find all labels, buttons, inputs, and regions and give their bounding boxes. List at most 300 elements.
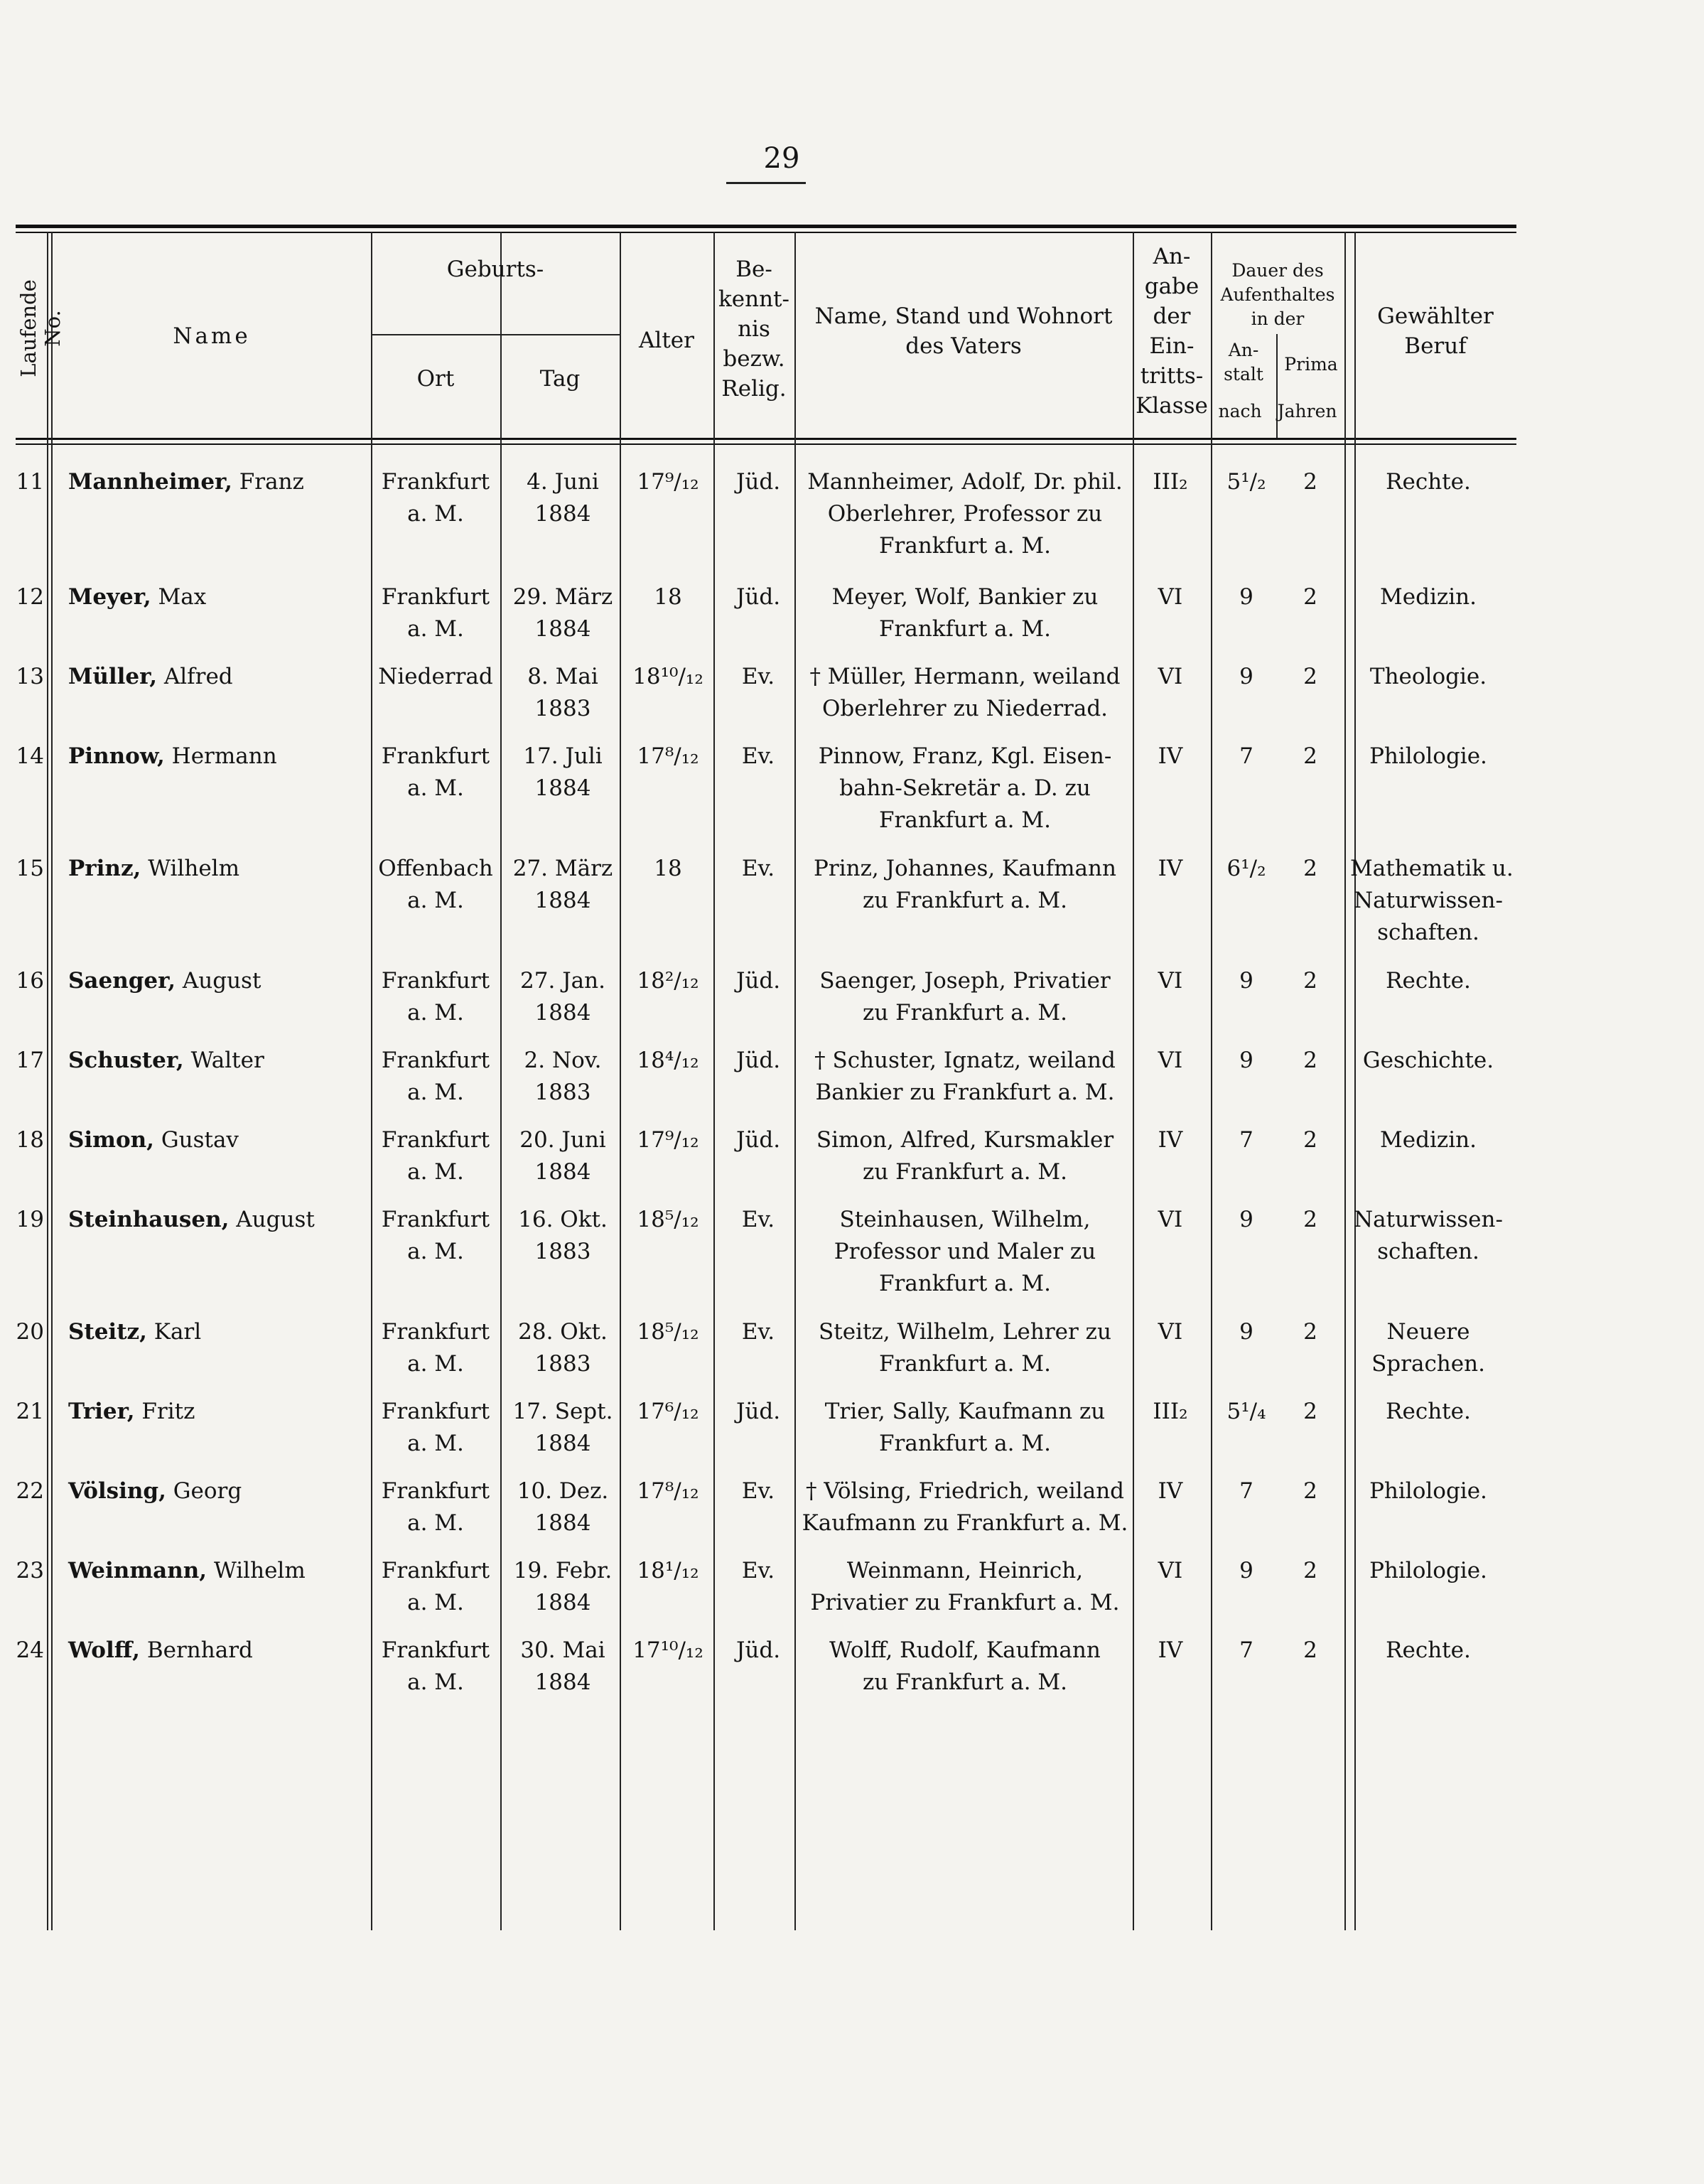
age <box>622 466 713 498</box>
table-row <box>0 466 1704 559</box>
birth-place-line: a. M. <box>407 1080 464 1105</box>
chosen-profession <box>1350 853 1514 949</box>
religion <box>719 1316 797 1348</box>
birth-date-line: 16. Okt. <box>518 1207 608 1232</box>
student-surname: Steitz, <box>68 1319 147 1345</box>
birth-date-line: 19. Febr. <box>513 1558 613 1583</box>
father-info <box>802 1555 1128 1619</box>
father-info-line: Meyer, Wolf, Bankier zu <box>831 584 1099 610</box>
birth-date-line: 8. Mai <box>527 664 598 689</box>
birth-date-line: 20. Juni <box>519 1127 606 1153</box>
entry-class <box>1137 1204 1204 1236</box>
entry-class-text: VI <box>1158 1207 1183 1232</box>
birth-date-line: 1883 <box>534 1080 591 1105</box>
row-number-text: 15 <box>16 856 44 881</box>
father-info-line: Frankfurt a. M. <box>879 1351 1051 1377</box>
birth-date <box>506 1475 620 1539</box>
years-in-prima-text: 2 <box>1303 1319 1317 1345</box>
father-info-line: Frankfurt a. M. <box>879 807 1051 833</box>
chosen-profession-line: schaften. <box>1377 1239 1479 1264</box>
age-text: 17⁹/₁₂ <box>637 469 699 495</box>
birth-place <box>375 581 496 645</box>
student-given-name: Gustav <box>161 1127 239 1153</box>
religion <box>719 466 797 498</box>
header-bekenntnis-line: nis <box>738 316 770 342</box>
chosen-profession <box>1350 741 1506 773</box>
chosen-profession <box>1350 1555 1506 1587</box>
entry-class <box>1137 853 1204 885</box>
years-in-prima <box>1280 1475 1340 1507</box>
age-text: 18¹⁰/₁₂ <box>632 664 703 689</box>
row-number-text: 23 <box>16 1558 44 1583</box>
years-in-prima-text: 2 <box>1303 584 1317 610</box>
row-number-text: 20 <box>16 1319 44 1345</box>
birth-date <box>506 1204 620 1268</box>
student-name <box>68 1555 367 1587</box>
age-text: 18⁵/₁₂ <box>637 1207 699 1232</box>
entry-class <box>1137 1475 1204 1507</box>
years-in-prima-text: 2 <box>1303 743 1317 769</box>
chosen-profession <box>1350 1124 1506 1156</box>
header-klasse-line: gabe <box>1144 274 1199 299</box>
birth-date-line: 4. Juni <box>527 469 599 495</box>
header-bekenntnis-line: kennt- <box>718 286 789 312</box>
religion-text: Ev. <box>741 1319 775 1345</box>
years-in-prima-text: 2 <box>1303 1127 1317 1153</box>
header-vater-line: des Vaters <box>905 333 1022 359</box>
birth-date <box>506 853 620 917</box>
birth-place-line: a. M. <box>407 775 464 801</box>
student-surname: Völsing, <box>68 1478 166 1504</box>
years-in-school <box>1217 466 1276 498</box>
years-in-school <box>1217 1635 1276 1667</box>
years-in-school <box>1217 741 1276 773</box>
birth-date <box>506 1124 620 1188</box>
years-in-school-text: 7 <box>1239 1637 1253 1663</box>
header-dauer-line: Dauer des <box>1231 260 1324 281</box>
row-number <box>7 581 44 613</box>
years-in-school-text: 7 <box>1239 1127 1253 1153</box>
table-row <box>0 1475 1704 1555</box>
header-klasse-line: tritts- <box>1140 363 1204 389</box>
header-name: Name <box>173 323 251 349</box>
entry-class-text: IV <box>1158 856 1183 881</box>
birth-place-line: a. M. <box>407 1590 464 1615</box>
years-in-school <box>1217 1555 1276 1587</box>
table-row <box>0 1204 1704 1296</box>
row-number <box>7 1316 44 1348</box>
father-info <box>802 466 1128 562</box>
chosen-profession-line: Medizin. <box>1380 1127 1477 1153</box>
birth-date-line: 1883 <box>534 696 591 721</box>
header-jahren: Jahren <box>1277 401 1337 421</box>
birth-date-line: 1883 <box>534 1351 591 1377</box>
years-in-school <box>1217 1316 1276 1348</box>
header-dauer-line: Aufenthaltes <box>1220 284 1335 305</box>
student-name <box>68 466 367 498</box>
father-info-line: Steinhausen, Wilhelm, <box>839 1207 1091 1232</box>
age-text: 17⁸/₁₂ <box>637 1478 699 1504</box>
row-number-text: 14 <box>16 743 44 769</box>
father-info <box>802 741 1128 837</box>
age <box>622 1124 713 1156</box>
father-info-line: Steitz, Wilhelm, Lehrer zu <box>819 1319 1111 1345</box>
years-in-school-text: 9 <box>1239 968 1253 994</box>
entry-class-text: VI <box>1158 664 1183 689</box>
religion <box>719 965 797 997</box>
birth-date <box>506 466 620 530</box>
years-in-prima <box>1280 1316 1340 1348</box>
header-klasse-line: Klasse <box>1136 393 1208 419</box>
father-info-line: Frankfurt a. M. <box>879 1271 1051 1296</box>
student-name <box>68 1635 367 1667</box>
birth-place-line: Frankfurt <box>381 1399 490 1424</box>
entry-class-text: VI <box>1158 1558 1183 1583</box>
header-prima: Prima <box>1284 354 1338 375</box>
birth-place <box>375 1555 496 1619</box>
years-in-prima-text: 2 <box>1303 1048 1317 1073</box>
father-info-line: zu Frankfurt a. M. <box>862 1669 1068 1695</box>
years-in-prima-text: 2 <box>1303 1637 1317 1663</box>
chosen-profession-line: Rechte. <box>1386 1399 1471 1424</box>
father-info-line: Simon, Alfred, Kursmakler <box>816 1127 1114 1153</box>
age <box>622 661 713 693</box>
birth-place <box>375 466 496 530</box>
birth-date-line: 28. Okt. <box>518 1319 608 1345</box>
religion-text: Jüd. <box>735 968 781 994</box>
years-in-school <box>1217 1475 1276 1507</box>
entry-class <box>1137 1555 1204 1587</box>
chosen-profession-line: Geschichte. <box>1362 1048 1494 1073</box>
birth-date-line: 1884 <box>534 775 591 801</box>
chosen-profession-line: Naturwissen- <box>1354 888 1503 913</box>
father-info-line: Pinnow, Franz, Kgl. Eisen- <box>818 743 1112 769</box>
religion-text: Ev. <box>741 1478 775 1504</box>
chosen-profession-line: Theologie. <box>1369 664 1487 689</box>
chosen-profession <box>1350 965 1506 997</box>
birth-place-line: a. M. <box>407 1000 464 1026</box>
student-surname: Wolff, <box>68 1637 140 1663</box>
student-surname: Meyer, <box>68 584 151 610</box>
student-name <box>68 741 367 773</box>
student-given-name: Karl <box>153 1319 202 1345</box>
student-given-name: Alfred <box>163 664 233 689</box>
student-given-name: August <box>236 1207 315 1232</box>
chosen-profession-line: schaften. <box>1377 920 1479 945</box>
father-info-line: Oberlehrer zu Niederrad. <box>821 696 1109 721</box>
student-name <box>68 1124 367 1156</box>
father-info-line: Weinmann, Heinrich, <box>846 1558 1084 1583</box>
age <box>622 741 713 773</box>
row-number <box>7 1045 44 1077</box>
chosen-profession-line: Mathematik u. <box>1350 856 1514 881</box>
table-row <box>0 661 1704 741</box>
row-number-text: 13 <box>16 664 44 689</box>
birth-place-line: a. M. <box>407 1159 464 1185</box>
header-nach: nach <box>1218 401 1262 421</box>
years-in-prima <box>1280 581 1340 613</box>
row-number-text: 19 <box>16 1207 44 1232</box>
page-number: 29 <box>763 142 800 175</box>
header-bekenntnis <box>713 254 794 404</box>
age <box>622 1635 713 1667</box>
student-name <box>68 965 367 997</box>
chosen-profession-line: Philologie. <box>1369 1478 1487 1504</box>
row-number <box>7 1635 44 1667</box>
father-info <box>802 661 1128 725</box>
religion-text: Ev. <box>741 743 775 769</box>
row-number <box>7 965 44 997</box>
birth-date-line: 1884 <box>534 1510 591 1536</box>
table-row <box>0 581 1704 661</box>
age <box>622 1316 713 1348</box>
age-text: 18⁵/₁₂ <box>637 1319 699 1345</box>
years-in-prima-text: 2 <box>1303 469 1317 495</box>
age <box>622 1555 713 1587</box>
age-text: 18⁴/₁₂ <box>637 1048 699 1073</box>
entry-class <box>1137 1316 1204 1348</box>
student-given-name: Wilhelm <box>213 1558 306 1583</box>
father-info-line: Privatier zu Frankfurt a. M. <box>810 1590 1120 1615</box>
age <box>622 581 713 613</box>
header-klasse-line: An- <box>1153 244 1191 269</box>
birth-place-line: a. M. <box>407 501 464 527</box>
birth-date <box>506 1045 620 1109</box>
entry-class <box>1137 1396 1204 1428</box>
header-anstalt <box>1211 338 1276 387</box>
birth-place <box>375 1396 496 1460</box>
father-info <box>802 965 1128 1029</box>
birth-date <box>506 1316 620 1380</box>
row-number-text: 22 <box>16 1478 44 1504</box>
years-in-prima <box>1280 1204 1340 1236</box>
birth-date-line: 17. Sept. <box>512 1399 613 1424</box>
chosen-profession <box>1350 1396 1506 1428</box>
years-in-school <box>1217 965 1276 997</box>
entry-class-text: IV <box>1158 1127 1183 1153</box>
birth-date <box>506 1635 620 1699</box>
father-info-line: Oberlehrer, Professor zu <box>827 501 1103 527</box>
entry-class <box>1137 1635 1204 1667</box>
birth-place <box>375 853 496 917</box>
entry-class-text: IV <box>1158 1637 1183 1663</box>
religion <box>719 1555 797 1587</box>
years-in-school <box>1217 1204 1276 1236</box>
years-in-school-text: 7 <box>1239 743 1253 769</box>
header-bekenntnis-line: Be- <box>735 257 772 282</box>
header-laufende-no: Laufende No. <box>16 279 65 377</box>
birth-place <box>375 1316 496 1380</box>
birth-date <box>506 1555 620 1619</box>
header-vater <box>794 301 1133 361</box>
religion-text: Ev. <box>741 664 775 689</box>
years-in-school-text: 9 <box>1239 1558 1253 1583</box>
entry-class-text: VI <box>1158 968 1183 994</box>
birth-date-line: 2. Nov. <box>524 1048 602 1073</box>
birth-date-line: 1883 <box>534 1239 591 1264</box>
entry-class-text: VI <box>1158 1319 1183 1345</box>
chosen-profession <box>1350 661 1506 693</box>
years-in-school-text: 9 <box>1239 584 1253 610</box>
student-surname: Müller, <box>68 664 157 689</box>
row-number-text: 16 <box>16 968 44 994</box>
student-surname: Saenger, <box>68 968 176 994</box>
age-text: 17⁸/₁₂ <box>637 743 699 769</box>
age <box>622 1045 713 1077</box>
birth-date-line: 1884 <box>534 888 591 913</box>
father-info-line: bahn-Sekretär a. D. zu <box>839 775 1091 801</box>
birth-date-line: 1884 <box>534 501 591 527</box>
row-number <box>7 1555 44 1587</box>
chosen-profession-line: Medizin. <box>1380 584 1477 610</box>
years-in-prima-text: 2 <box>1303 1558 1317 1583</box>
religion-text: Jüd. <box>735 1048 781 1073</box>
header-bottom-rule <box>16 438 1516 440</box>
chosen-profession-line: Rechte. <box>1386 1637 1471 1663</box>
birth-place-line: a. M. <box>407 1351 464 1377</box>
header-ort: Ort <box>416 366 455 392</box>
student-surname: Schuster, <box>68 1048 184 1073</box>
birth-date-line: 1884 <box>534 1159 591 1185</box>
entry-class-text: VI <box>1158 584 1183 610</box>
entry-class <box>1137 741 1204 773</box>
row-number <box>7 661 44 693</box>
father-info-line: Trier, Sally, Kaufmann zu <box>824 1399 1106 1424</box>
header-geburts: Geburts- <box>446 257 544 282</box>
table-top-rule <box>16 225 1516 228</box>
father-info <box>802 1124 1128 1188</box>
student-surname: Trier, <box>68 1399 135 1424</box>
age <box>622 1475 713 1507</box>
header-bekenntnis-line: Relig. <box>721 376 787 402</box>
birth-place-line: a. M. <box>407 1239 464 1264</box>
religion-text: Jüd. <box>735 1399 781 1424</box>
chosen-profession-line: Rechte. <box>1386 968 1471 994</box>
student-name <box>68 1045 367 1077</box>
chosen-profession-line: Naturwissen- <box>1354 1207 1503 1232</box>
entry-class <box>1137 581 1204 613</box>
birth-date <box>506 661 620 725</box>
religion <box>719 1204 797 1236</box>
years-in-school <box>1217 853 1276 885</box>
table-row <box>0 965 1704 1045</box>
header-beruf-line: Gewählter <box>1377 303 1494 329</box>
header-bekenntnis-line: bezw. <box>723 346 785 372</box>
father-info-line: † Schuster, Ignatz, weiland <box>814 1048 1116 1073</box>
header-beruf-line: Beruf <box>1404 333 1467 359</box>
religion-text: Ev. <box>741 1558 775 1583</box>
entry-class <box>1137 1045 1204 1077</box>
birth-place-line: a. M. <box>407 616 464 642</box>
religion-text: Ev. <box>741 1207 775 1232</box>
religion-text: Jüd. <box>735 1127 781 1153</box>
student-given-name: Fritz <box>141 1399 195 1424</box>
row-number <box>7 466 44 498</box>
header-klasse-line: der <box>1153 303 1191 329</box>
row-number-text: 24 <box>16 1637 44 1663</box>
chosen-profession <box>1350 1204 1506 1268</box>
table-row <box>0 1396 1704 1475</box>
row-number <box>7 1475 44 1507</box>
row-number-text: 11 <box>16 469 44 495</box>
religion <box>719 1635 797 1667</box>
father-info <box>802 853 1128 917</box>
birth-place-line: Frankfurt <box>381 743 490 769</box>
religion-text: Ev. <box>741 856 775 881</box>
header-anstalt-line: An- <box>1228 340 1259 360</box>
age-text: 18¹/₁₂ <box>637 1558 699 1583</box>
religion <box>719 741 797 773</box>
religion <box>719 661 797 693</box>
birth-place-line: Frankfurt <box>381 968 490 994</box>
father-info-line: zu Frankfurt a. M. <box>862 1159 1068 1185</box>
years-in-school <box>1217 661 1276 693</box>
father-info-line: Wolff, Rudolf, Kaufmann <box>829 1637 1101 1663</box>
years-in-prima <box>1280 1045 1340 1077</box>
father-info-line: zu Frankfurt a. M. <box>862 1000 1068 1026</box>
years-in-prima-text: 2 <box>1303 1207 1317 1232</box>
years-in-prima <box>1280 1555 1340 1587</box>
chosen-profession <box>1350 581 1506 613</box>
table-top-rule-2 <box>16 232 1516 233</box>
age <box>622 965 713 997</box>
student-surname: Mannheimer, <box>68 469 232 495</box>
father-info <box>802 1316 1128 1380</box>
birth-date-line: 17. Juli <box>523 743 603 769</box>
father-info-line: Saenger, Joseph, Privatier <box>819 968 1111 994</box>
student-name <box>68 661 367 693</box>
birth-date-line: 27. Jan. <box>520 968 605 994</box>
father-info-line: Mannheimer, Adolf, Dr. phil. <box>807 469 1123 495</box>
chosen-profession-line: Rechte. <box>1386 469 1471 495</box>
years-in-school-text: 6¹/₂ <box>1226 856 1266 881</box>
birth-place-line: Frankfurt <box>381 1637 490 1663</box>
table-row <box>0 1635 1704 1714</box>
birth-date-line: 29. März <box>512 584 613 610</box>
birth-date <box>506 1396 620 1460</box>
birth-place-line: a. M. <box>407 888 464 913</box>
years-in-school <box>1217 1124 1276 1156</box>
birth-date-line: 1884 <box>534 1431 591 1456</box>
father-info-line: Frankfurt a. M. <box>879 1431 1051 1456</box>
birth-place-line: a. M. <box>407 1669 464 1695</box>
birth-date <box>506 581 620 645</box>
birth-place-line: a. M. <box>407 1510 464 1536</box>
father-info <box>802 1045 1128 1109</box>
entry-class <box>1137 1124 1204 1156</box>
chosen-profession <box>1350 1316 1506 1380</box>
religion-text: Jüd. <box>735 584 781 610</box>
birth-place-line: Offenbach <box>378 856 493 881</box>
birth-place-line: Frankfurt <box>381 1207 490 1232</box>
religion <box>719 1396 797 1428</box>
student-surname: Weinmann, <box>68 1558 207 1583</box>
birth-place-line: Frankfurt <box>381 1558 490 1583</box>
table-row <box>0 741 1704 833</box>
years-in-prima-text: 2 <box>1303 1399 1317 1424</box>
birth-place-line: Frankfurt <box>381 1478 490 1504</box>
years-in-school <box>1217 1396 1276 1428</box>
table-row <box>0 1316 1704 1396</box>
row-number-text: 21 <box>16 1399 44 1424</box>
birth-place <box>375 1045 496 1109</box>
years-in-prima-text: 2 <box>1303 968 1317 994</box>
birth-place <box>375 1204 496 1268</box>
row-number <box>7 853 44 885</box>
religion <box>719 1475 797 1507</box>
entry-class <box>1137 965 1204 997</box>
row-number-text: 18 <box>16 1127 44 1153</box>
